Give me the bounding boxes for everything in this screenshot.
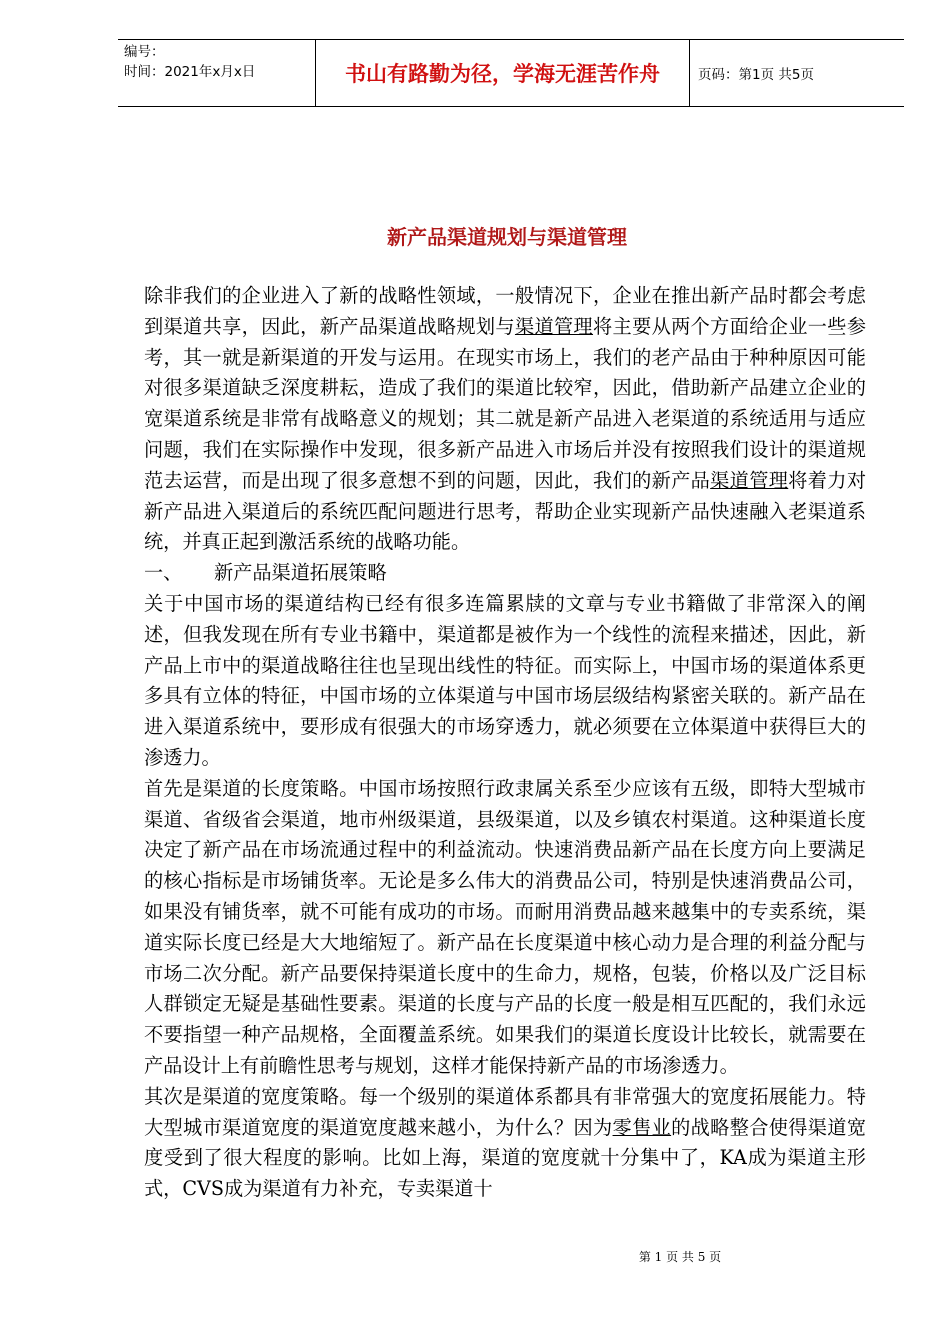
document-body: [144, 281, 866, 1205]
paragraph-length-strategy: 首先是渠道的长度策略。中国市场按照行政隶属关系至少应该有五级，即特大型城市渠道、省级省会渠道，地市州级渠道，县级渠道，以及乡镇农村渠道。这种渠道长度决定了新产品在市场流通过程中的利益流动。快速消费品新产品在长度方向上要满足的核心指标是市场铺货率。无论是多么伟大的消费品公司，特别是快速消费品公司，如果没有铺货率，就不可能有成功的市场。而耐用消费品越来越集中的专卖系统，渠道实际长度已经是大大地缩短了。新产品在长度渠道中核心动力是合理的利益分配与市场二次分配。新产品要保持渠道长度中的生命力，规格，包装，价格以及广泛目标人群锁定无疑是基础性要素。渠道的长度与产品的长度一般是相互匹配的，我们永远不要指望一种产品规格，全面覆盖系统。如果我们的渠道长度设计比较长，就需要在产品设计上有前瞻性思考与规划，这样才能保持新产品的市场渗透力。: [144, 776, 866, 1077]
paragraph-width-strategy: [144, 1082, 866, 1205]
header-motto: 书山有路勤为径，学海无涯苦作舟: [316, 40, 690, 106]
paragraph-text: 将着力对新产品进入渠道后的系统匹配问题进行思考，帮助企业实现新产品快速融入老渠道系统，并真正起到激活系统的战略功能。: [144, 468, 867, 554]
paragraph-text: 的战略整合使得渠道宽度受到了很大程度的影响。比如上海，渠道的宽度就十分集中了，KA成为渠道主形式，CVS成为渠道有力补充，专卖渠道十: [144, 1115, 867, 1201]
doc-number-label: 编号：: [124, 44, 165, 60]
paragraph-structure: 关于中国市场的渠道结构已经有很多连篇累牍的文章与专业书籍做了非常深入的阐述，但我发现在所有专业书籍中，渠道都是被作为一个线性的流程来描述，因此，新产品上市中的渠道战略往往也呈现出线性的特征。而实际上，中国市场的渠道体系更多具有立体的特征，中国市场的立体渠道与中国市场层级结构紧密关联的。新产品在进入渠道系统中，要形成有很强大的市场穿透力，就必须要在立体渠道中获得巨大的渗透力。: [144, 591, 866, 769]
section-heading: [144, 558, 866, 589]
doc-time-label: 时间：2021年x月x日: [124, 64, 256, 80]
paragraph-text: 除非我们的企业进入了新的战略性领域，一般情况下，企业在推出新产品时都会考虑到渠道共享，因此，新产品渠道战略规划与: [144, 284, 866, 338]
section-number: 一、: [144, 561, 183, 585]
header-page-number: 页码：第1页 共5页: [698, 67, 814, 83]
document-title: 新产品渠道规划与渠道管理: [387, 225, 627, 249]
paragraph-text: 其次是渠道的宽度策略。每一个级别的渠道体系都具有非常强大的宽度拓展能力。特大型城市渠道宽度的渠道宽度越来越小，为什么？因为: [144, 1084, 866, 1139]
page-footer: 第 1 页 共 5 页: [638, 1250, 722, 1264]
paragraph-intro: [144, 281, 866, 558]
channel-management-link[interactable]: 渠道管理: [514, 314, 594, 338]
section-title: 新产品渠道拓展策略: [214, 561, 387, 585]
header-meta: [118, 40, 316, 106]
page-header: [118, 39, 904, 107]
channel-management-link[interactable]: 渠道管理: [710, 468, 789, 492]
paragraph-text: 将主要从两个方面给企业一些参考，其一就是新渠道的开发与运用。在现实市场上，我们的老产品由于种种原因可能对很多渠道缺乏深度耕耘，造成了我们的渠道比较窄，因此，借助新产品建立企业的宽渠道系统是非常有战略意义的规划；其二就是新产品进入老渠道的系统适用与适应问题，我们在实际操作中发现，很多新产品进入市场后并没有按照我们设计的渠道规范去运营，而是出现了很多意想不到的问题，因此，我们的新产品: [144, 314, 867, 492]
retail-link[interactable]: 零售业: [612, 1115, 672, 1139]
